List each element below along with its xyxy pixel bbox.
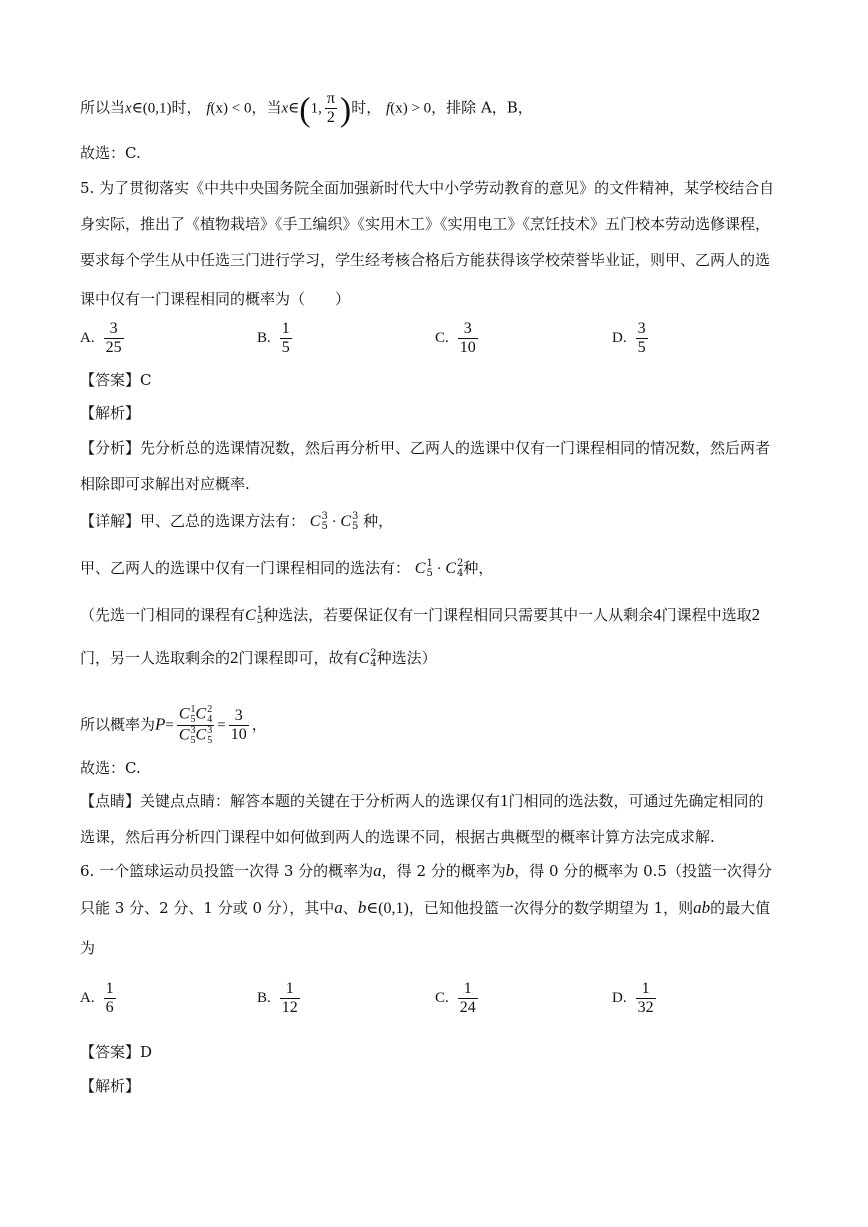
text: （先选一门相同的课程有 bbox=[80, 606, 246, 624]
option-label: C. bbox=[435, 330, 449, 346]
text: 的最大值 bbox=[710, 899, 771, 917]
frac-num: 3 bbox=[637, 320, 646, 337]
frac-num: 1 bbox=[641, 980, 650, 997]
q5-paren-2 bbox=[80, 648, 437, 669]
text: 时， bbox=[171, 98, 202, 117]
text: 种选法） bbox=[376, 649, 437, 667]
comb-C: C bbox=[309, 513, 321, 530]
text: 种， bbox=[363, 512, 394, 530]
option-fraction bbox=[104, 320, 124, 357]
q6-answer: 【答案】D bbox=[80, 1043, 153, 1061]
q5-option-b bbox=[257, 320, 295, 357]
option-label: C. bbox=[435, 990, 449, 1006]
text: 门课程即可，故有 bbox=[238, 649, 359, 667]
option-label: A. bbox=[80, 990, 95, 1006]
q5-option-a bbox=[80, 320, 127, 357]
text: 门，另一人选取剩余的 bbox=[80, 649, 231, 667]
frac-num: 1 bbox=[281, 320, 290, 337]
comb-scripts bbox=[352, 512, 358, 532]
number: 1 bbox=[500, 791, 509, 810]
sup: 2 bbox=[370, 648, 377, 659]
frac-den: 2 bbox=[326, 109, 335, 126]
q5-text-3: 要求每个学生从中任选三门进行学习，学生经考核合格后方能获得该学校荣誉毕业证，则甲、乙两人的选 bbox=[80, 251, 771, 269]
q6-text-1 bbox=[80, 861, 772, 881]
math-paren-left: ( bbox=[299, 91, 311, 129]
q6-option-a bbox=[80, 980, 119, 1017]
comb-C: C bbox=[445, 560, 457, 577]
q5-detail-2: 甲、乙两人的选课中仅有一门课程相同的选法有： C 1 5 · C 2 4 种， bbox=[80, 558, 494, 579]
text: 种， bbox=[463, 559, 494, 577]
q5-text-4: 课中仅有一门课程相同的概率为（ ） bbox=[80, 290, 351, 308]
math-func: f bbox=[206, 100, 211, 117]
text: 【详解】甲、乙总的选课方法有： bbox=[80, 512, 306, 530]
option-label: D. bbox=[612, 330, 627, 346]
math-interval: ∈(0,1) bbox=[366, 900, 409, 917]
sub: 4 bbox=[457, 568, 464, 579]
math-eq: = bbox=[217, 717, 226, 734]
answer-choice-line: 故选：C. bbox=[80, 144, 141, 162]
math-var: b bbox=[357, 898, 367, 917]
q5-analysis-1: 【分析】先分析总的选课情况数，然后再分析甲、乙两人的选课中仅有一门课程相同的情况数，然后两者 bbox=[80, 439, 771, 457]
frac-num: 1 bbox=[463, 980, 472, 997]
q6-option-b bbox=[257, 980, 303, 1017]
q5-choice: 故选：C. bbox=[80, 759, 141, 777]
frac-den: C 3 5 C 3 5 bbox=[178, 725, 213, 746]
sup: 2 bbox=[457, 558, 464, 569]
math-expr: (x) < 0 bbox=[210, 100, 252, 117]
math-func: f bbox=[386, 100, 391, 117]
option-label: A. bbox=[80, 330, 95, 346]
option-label: B. bbox=[257, 330, 271, 346]
sub: 5 bbox=[352, 521, 359, 532]
frac-num: 1 bbox=[285, 980, 294, 997]
comb-C: C bbox=[340, 513, 352, 530]
frac-den: 25 bbox=[105, 339, 122, 356]
text: 、 bbox=[342, 899, 358, 917]
sub: 5 bbox=[321, 521, 328, 532]
q5-note-1 bbox=[80, 791, 764, 811]
frac-num: 3 bbox=[463, 320, 472, 337]
sub: 5 bbox=[256, 615, 264, 626]
math-var: x bbox=[125, 100, 132, 117]
number: 2 bbox=[230, 648, 239, 667]
comb-C: C bbox=[358, 650, 370, 667]
option-fraction bbox=[458, 320, 478, 357]
q5-answer: 【答案】C bbox=[80, 371, 152, 389]
q6-text-2 bbox=[80, 898, 770, 919]
conclusion-line bbox=[80, 90, 533, 127]
q5-text-2: 身实际，推出了《植物栽培》《手工编织》《实用木工》《实用电工》《烹饪技术》五门校本劳动选修课程， bbox=[80, 215, 771, 233]
text: ，已知他投篮一次得分的数学期望为 1，则 bbox=[408, 899, 694, 917]
q5-option-d bbox=[612, 320, 651, 357]
math-interval: (0,1) bbox=[142, 100, 172, 117]
sup: 3 bbox=[352, 511, 359, 522]
math-var: ab bbox=[693, 898, 711, 917]
q5-option-c bbox=[435, 320, 481, 357]
sub: 5 bbox=[426, 568, 433, 579]
text: ，当 bbox=[251, 98, 282, 117]
comb-C: C bbox=[245, 607, 256, 624]
frac-den: 6 bbox=[105, 999, 114, 1016]
option-fraction bbox=[280, 320, 292, 357]
frac-den: 5 bbox=[281, 339, 290, 356]
math-symbol: ∈ bbox=[288, 100, 300, 117]
option-label: D. bbox=[612, 990, 627, 1006]
option-fraction bbox=[636, 980, 656, 1017]
frac-den: 32 bbox=[637, 999, 654, 1016]
math-symbol: ∈ bbox=[131, 100, 143, 117]
q5-analysis-2: 相除即可求解出对应概率. bbox=[80, 475, 250, 493]
q5-analysis-heading: 【解析】 bbox=[80, 404, 141, 422]
sup: 1 bbox=[426, 558, 433, 569]
q5-probability bbox=[80, 705, 267, 746]
math-var: a bbox=[373, 861, 382, 880]
q5-paren-1 bbox=[80, 605, 760, 626]
frac-num: 3 bbox=[109, 320, 118, 337]
sub: 4 bbox=[370, 658, 377, 669]
math-var: x bbox=[281, 100, 289, 117]
option-fraction bbox=[458, 980, 478, 1017]
sup: 3 bbox=[321, 511, 328, 522]
frac-den: 5 bbox=[637, 339, 646, 356]
q6-option-c bbox=[435, 980, 481, 1017]
math-eq: = bbox=[165, 717, 174, 734]
text: 时， bbox=[351, 98, 382, 117]
option-label: B. bbox=[257, 990, 271, 1006]
math-text: 1, bbox=[310, 100, 322, 117]
text: 甲、乙两人的选课中仅有一门课程相同的选法有： bbox=[80, 559, 411, 577]
text: ，排除 A，B， bbox=[431, 98, 533, 117]
fraction-pi-over-2 bbox=[325, 90, 337, 127]
math-var: b bbox=[505, 861, 515, 880]
text: 【点睛】关键点点睛：解答本题的关键在于分析两人的选课仅有 bbox=[80, 792, 501, 810]
math-expr: (x) > 0 bbox=[390, 100, 432, 117]
fraction-prob bbox=[177, 705, 214, 746]
sup: 1 bbox=[256, 605, 264, 616]
frac-den: 10 bbox=[230, 726, 247, 743]
math-var: a bbox=[334, 898, 343, 917]
text: 门课程中选取 bbox=[661, 606, 752, 624]
frac-den: 12 bbox=[281, 999, 298, 1016]
option-fraction bbox=[104, 980, 116, 1017]
option-fraction bbox=[280, 980, 300, 1017]
frac-den: 24 bbox=[459, 999, 476, 1016]
frac-num: π bbox=[326, 90, 335, 107]
text: 所以概率为 bbox=[80, 715, 156, 734]
q5-note-2: 选课，然后再分析四门课程中如何做到两人的选课不同，根据古典概型的概率计算方法完成求解. bbox=[80, 828, 715, 846]
math-paren-right: ) bbox=[339, 91, 352, 129]
text: 所以当 bbox=[80, 98, 126, 117]
option-fraction bbox=[636, 320, 648, 357]
frac-num: 3 bbox=[234, 707, 243, 724]
text: 只能 3 分、2 分、1 分或 0 分），其中 bbox=[80, 899, 335, 917]
text: ， bbox=[251, 715, 267, 734]
q5-text-1: 5. 为了贯彻落实《中共中央国务院全面加强新时代大中小学劳动教育的意见》的文件精神，某学校结合自 bbox=[80, 179, 775, 197]
text: 6. 一个篮球运动员投篮一次得 3 分的概率为 bbox=[80, 862, 374, 880]
q6-analysis-heading: 【解析】 bbox=[80, 1077, 141, 1095]
frac-num: 1 bbox=[105, 980, 114, 997]
frac-den: 10 bbox=[459, 339, 476, 356]
q5-detail-1: 【详解】甲、乙总的选课方法有： C 3 5 · C 3 5 种， bbox=[80, 511, 394, 532]
frac-num: C 1 5 C 2 4 bbox=[178, 704, 213, 725]
text: ，得 2 分的概率为 bbox=[381, 862, 506, 880]
math-var: P bbox=[155, 714, 166, 734]
q6-text-3: 为 bbox=[80, 939, 96, 957]
number: 2 bbox=[751, 605, 761, 624]
text: 种选法，若要保证仅有一门课程相同只需要其中一人从剩余 bbox=[263, 606, 654, 624]
fraction-result bbox=[229, 707, 249, 744]
q6-option-d bbox=[612, 980, 659, 1017]
text: ，得 0 分的概率为 0.5（投篮一次得分 bbox=[514, 862, 772, 880]
number: 4 bbox=[653, 605, 662, 624]
comb-C: C bbox=[414, 560, 426, 577]
text: 门相同的选法数，可通过先确定相同的 bbox=[508, 792, 764, 810]
